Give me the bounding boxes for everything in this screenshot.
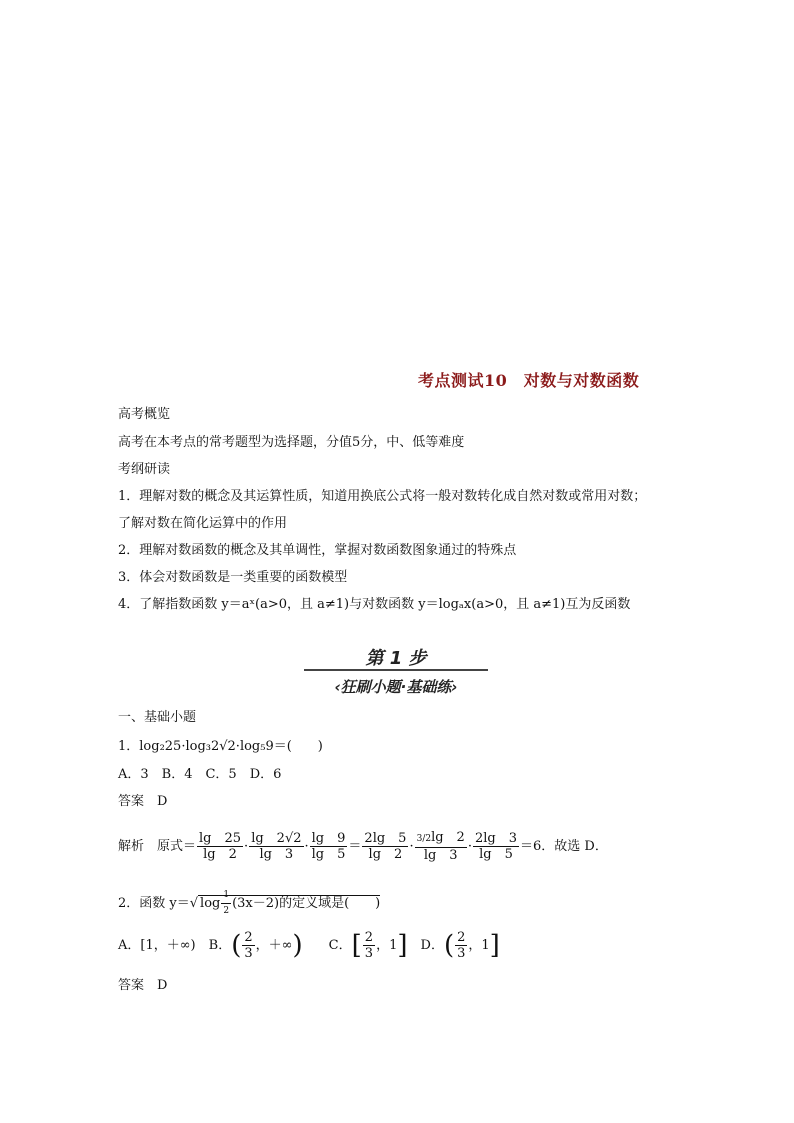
overview-heading: 高考概览	[118, 407, 171, 422]
banner-step: 第 1 步	[365, 648, 427, 669]
banner-divider	[304, 669, 488, 671]
analysis-tail: ＝6．故选 D．	[520, 839, 608, 854]
math-fraction: $\frac{2}{3}$	[457, 930, 466, 961]
overview-text: 高考在本考点的常考题型为选择题，分值5分，中、低等难度	[118, 435, 465, 450]
outline-item: 1．理解对数的概念及其运算性质，知道用换底公式将一般对数转化成自然对数或常用对数；	[118, 489, 647, 504]
math-fraction: $\frac{\lg 9}{\lg 5}$	[311, 831, 346, 862]
question-2-answer: 答案 D	[118, 978, 168, 993]
outline-item: 2．理解对数函数的概念及其单调性，掌握对数函数图象通过的特殊点	[118, 543, 517, 558]
outline-item: 4．了解指数函数 y＝aˣ(a>0，且 a≠1)与对数函数 y＝logₐx(a>0，且 a≠1)互为反函数	[118, 597, 631, 612]
section-heading: 一、基础小题	[118, 710, 197, 725]
q2-suffix: (3x－2)的定义域是( )	[232, 896, 381, 911]
math-fraction: $\frac{2\lg 3}{\lg 5}$	[474, 831, 518, 862]
option-d: D．	[420, 938, 444, 953]
q2-prefix: 2．函数 y＝	[118, 896, 190, 911]
option-a: A．[1，＋∞)	[118, 938, 196, 953]
math-fraction: $\frac{2\lg 5}{\lg 2}$	[364, 831, 407, 862]
math-fraction: $\frac{\lg 2√2}{\lg 3}$	[251, 831, 302, 862]
analysis-label: 解析 原式＝	[118, 839, 197, 854]
option-b: B．	[208, 938, 232, 953]
banner-subtitle: ‹狂刷小题·基础练›	[334, 678, 458, 696]
question-1-answer: 答案 D	[118, 794, 168, 809]
math-fraction: $\frac{1}{2}$	[223, 890, 230, 916]
question-1-stem: 1．log₂25·log₃2√2·log₅9＝( )	[118, 739, 323, 754]
math-sqrt: log $\frac{1}{2}$ (3x－2)的定义域是( )	[198, 895, 380, 911]
math-fraction: $\frac{\lg 25}{\lg 2}$	[199, 831, 242, 862]
math-fraction: $\frac{2}{3}$	[364, 930, 374, 961]
step-banner	[300, 644, 492, 696]
question-2-options: A．[1，＋∞) B．( $\frac{2}{3}$ ，＋∞) C．[ $\frac{2}{3}$ ，1] D．( $\frac{2}{3}$ ，1]	[118, 930, 500, 961]
outline-heading: 考纲研读	[118, 462, 171, 477]
option-c: C．	[328, 938, 352, 953]
outline-item: 了解对数在简化运算中的作用	[118, 516, 288, 531]
math-fraction: $\frac{3/2\lg 2}{\lg 3}$	[416, 830, 465, 863]
math-fraction: $\frac{2}{3}$	[244, 930, 253, 961]
question-2-stem: 2．函数 y＝√ log $\frac{1}{2}$ (3x－2)的定义域是( )	[118, 888, 380, 919]
outline-item: 3．体会对数函数是一类重要的函数模型	[118, 570, 348, 585]
question-1-options: A．3 B．4 C．5 D．6	[118, 767, 282, 782]
page-title: 考点测试10 对数与对数函数	[418, 371, 640, 390]
question-1-analysis: 解析 原式＝ $\frac{\lg 25}{\lg 2}$ · $\frac{\lg 2√2}{\lg 3}$ · $\frac{\lg 9}{\lg 5}$ ＝ $\frac{2\lg 5}{\lg 2}$ · $\frac{3/2\lg 2}{\lg 3}$ · $\frac{2\lg 3}{\lg 5}$ ＝6．故选 D．	[118, 830, 608, 863]
